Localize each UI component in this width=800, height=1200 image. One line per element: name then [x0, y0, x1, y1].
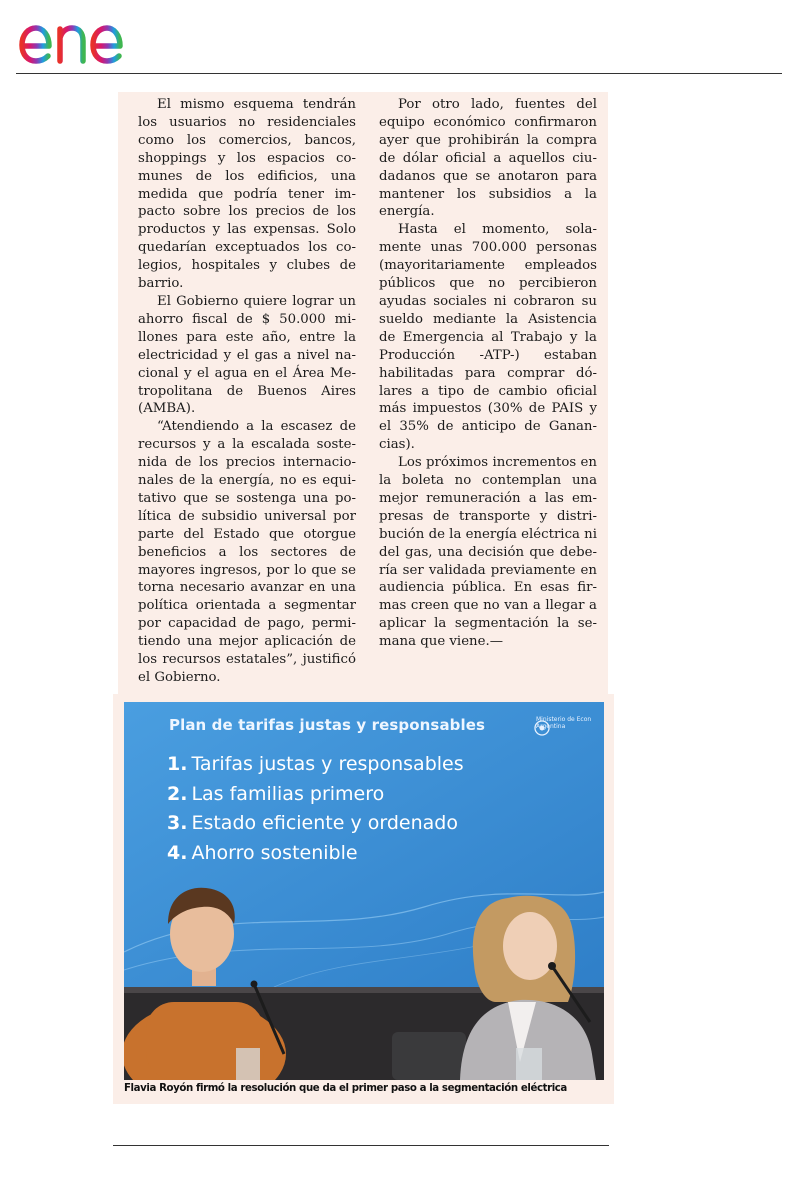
article-paragraph: El mismo esquema tendrán los usuarios no residenciales como los comercios, bancos, shoppings y los espacios comunes de los edificios, una medida que podría tener impacto sobre los precios de los productos y las expensas. Solo quedarían exceptuados los colegios, hospitales y clubes de barrio. — [138, 97, 356, 292]
article-column-left — [138, 96, 356, 687]
article-column-right — [379, 96, 597, 651]
photo-caption: Flavia Royón firmó la resolución que da el primer paso a la segmentación eléctrica — [124, 1083, 567, 1094]
photo-clipping — [113, 694, 614, 1104]
slide-item-number: 2. — [167, 782, 188, 805]
enel-logo[interactable] — [18, 8, 170, 68]
slide-item-text: Estado eficiente y ordenado — [191, 812, 458, 835]
slide-list-item — [167, 750, 464, 780]
slide-item-number: 1. — [167, 753, 188, 775]
slide-list-item — [167, 809, 464, 839]
slide-item-text: Las familias primero — [191, 782, 385, 805]
enel-logo-mark — [18, 8, 170, 68]
slide-item-number: 3. — [167, 812, 188, 835]
header-divider — [16, 73, 782, 74]
slide-item-text: Ahorro sostenible — [191, 841, 358, 864]
slide-item-text: Tarifas justas y responsables — [191, 753, 464, 775]
slide-list-item — [167, 839, 464, 869]
ministry-country: Argentina — [536, 723, 566, 730]
footer-divider — [113, 1145, 609, 1146]
article-paragraph: Por otro lado, fuentes del equipo económico confirmaron ayer que prohibirán la compra de dólar oficial a aquellos ciudadanos que se anotaron para mantener los subsidios a la energía. — [379, 97, 597, 220]
slide-item-number: 4. — [167, 841, 188, 864]
article-paragraph: Los próximos incrementos en la boleta no contemplan una mejor remuneración a las empresas de transporte y distribución de la energía eléctrica ni del gas, una decisión que debería ser validada previamente en audiencia pública. En esas firmas creen que no van a llegar a aplicar la segmentación la semana que viene.— — [379, 455, 597, 650]
article-clipping — [118, 92, 608, 698]
article-paragraph: Hasta el momento, solamente unas 700.000 personas (mayoritariamente empleados públicos que no percibieron ayudas sociales ni cobraron su sueldo mediante la Asistencia de Emergencia al Trabajo y la Producción -ATP-) estaban habilitadas para comprar dólares a tipo de cambio oficial más impuestos (30% de PAIS y el 35% de anticipo de Ganancias). — [379, 222, 597, 453]
article-paragraph: “Atendiendo a la escasez de recursos y a la escalada sostenida de los precios internacionales de la energía, no es equitativo que se sostenga una política de subsidio universal por parte del Estado que otorgue beneficios a los sectores de mayores ingresos, por lo que se torna necesario avanzar en una política orientada a segmentar por capacidad de pago, permitiendo una mejor aplicación de los recursos estatales”, justificó el Gobierno. — [138, 419, 356, 685]
slide-list — [167, 750, 464, 868]
article-paragraph: El Gobierno quiere lograr un ahorro fiscal de $ 50.000 millones para este año, entre la electricidad y el gas a nivel nacional y el agua en el Área Metropolitana de Buenos Aires (AMBA). — [138, 293, 356, 417]
ministry-logo-text — [536, 716, 604, 730]
ministry-name: Ministerio de Econ — [536, 716, 592, 723]
slide-list-item — [167, 780, 464, 810]
slide-title: Plan de tarifas justas y responsables — [169, 716, 486, 734]
press-conference-photo — [124, 702, 604, 1080]
